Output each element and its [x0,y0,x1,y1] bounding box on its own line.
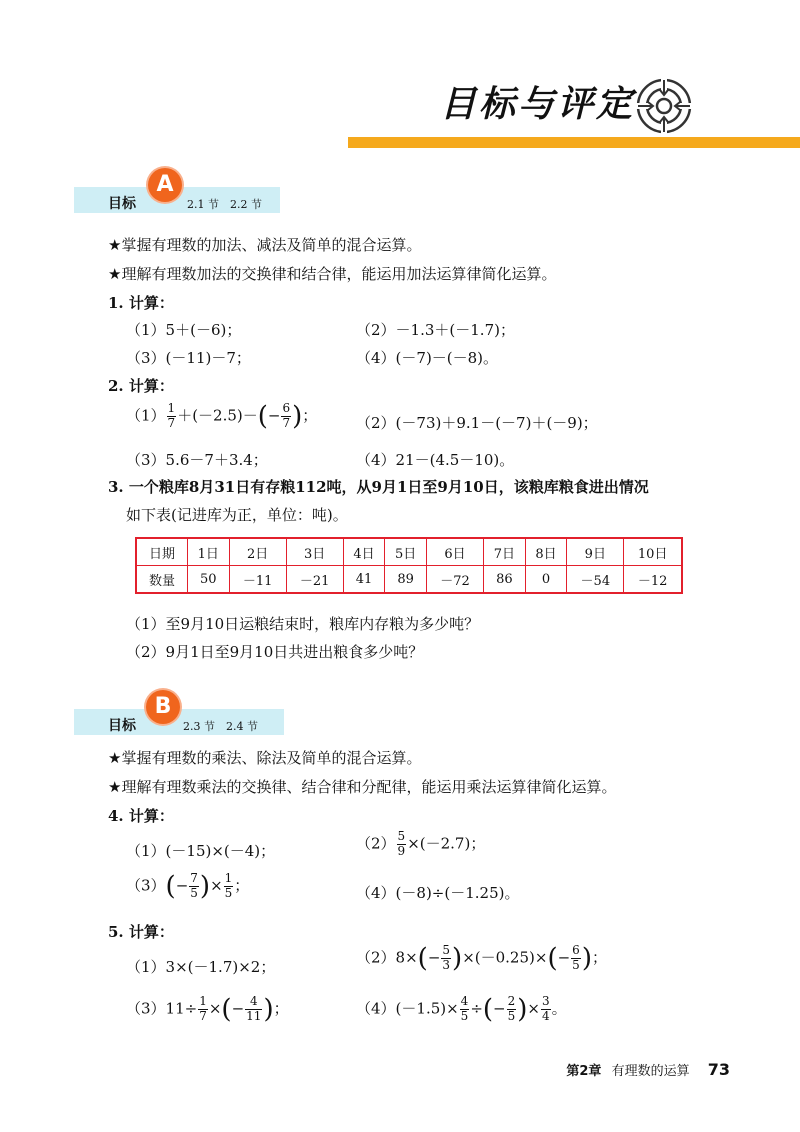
table-cell: 4日 [343,538,385,566]
table-cell: －21 [286,566,343,594]
table-cell: 6日 [426,538,483,566]
footer-chapter-name: 有理数的运算 [611,1064,690,1079]
page-title: 目标与评定 [439,83,635,125]
q2-item-3: （3）5.6－7＋3.4； [126,451,268,469]
q3-heading-line-1: 3. 一个粮库8月31日有存粮112吨，从9月1日至9月10日，该粮库粮食进出情况 [108,478,649,496]
goal-b-sections: 2.3 节 2.4 节 [183,720,258,733]
table-cell: 3日 [286,538,343,566]
table-cell: －54 [567,566,624,594]
q2-item-1: （1） $\frac{1}{7}$ ＋(－2.5)－(− $\frac{6}{7}$ )； [126,401,318,432]
table-cell: 86 [484,566,526,594]
q4-heading: 4. 计算： [108,807,174,825]
q5-item-3: （3）11÷ $\frac{1}{7}$ ×(− $\frac{4}{11}$ )； [126,994,289,1025]
q4-item-3: （3）(− $\frac{7}{5}$ )× $\frac{1}{5}$ ； [126,871,250,902]
q1-item-4: （4）(－7)－(－8)。 [356,349,499,367]
q5-item-2: （2）8×(− $\frac{5}{3}$ )×(－0.25)×(− $\frac{6}{5}$ )； [356,943,607,974]
goal-b-label: 目标 [108,718,136,734]
header-accent-bar [348,137,800,148]
table-cell: 5日 [385,538,427,566]
table-cell: 0 [525,566,567,594]
goal-a-badge: A [148,168,182,202]
goal-b-item-2: ★理解有理数乘法的交换律、结合律和分配律，能运用乘法运算律简化运算。 [108,778,617,796]
table-cell: 10日 [624,538,682,566]
q1-item-3: （3）(－11)－7； [126,349,251,367]
q5-heading: 5. 计算： [108,923,174,941]
table-cell: －12 [624,566,682,594]
table-row [136,566,682,594]
q3-heading-line-2: 如下表(记进库为正，单位：吨)。 [126,506,348,524]
table-cell: 50 [187,566,229,594]
goal-b-item-1: ★掌握有理数的乘法、除法及简单的混合运算。 [108,749,422,767]
goal-a-item-2: ★理解有理数加法的交换律和结合律，能运用加法运算律简化运算。 [108,265,557,283]
goal-a-sections: 2.1 节 2.2 节 [187,198,262,211]
goal-b-badge: B [146,690,180,724]
table-cell: 7日 [484,538,526,566]
footer-chapter: 第2章 [566,1064,602,1079]
q1-item-2: （2）－1.3＋(－1.7)； [356,321,515,339]
table-cell: 2日 [229,538,286,566]
table-cell: 89 [385,566,427,594]
page-footer [566,1060,730,1079]
page-number: 73 [707,1060,730,1079]
table-cell: －11 [229,566,286,594]
q1-heading: 1. 计算： [108,294,174,312]
q4-item-2: （2） $\frac{5}{9}$ ×(－2.7)； [356,829,486,858]
table-cell: 1日 [187,538,229,566]
q5-item-4: （4）(－1.5)× $\frac{4}{5}$ ÷(− $\frac{2}{5}$ )× $\frac{3}{4}$ 。 [356,994,567,1025]
table-row [136,538,682,566]
table-cell: 8日 [525,538,567,566]
q5-item-1: （1）3×(－1.7)×2； [126,958,276,976]
goal-a-item-1: ★掌握有理数的加法、减法及简单的混合运算。 [108,236,422,254]
q4-item-4: （4）(－8)÷(－1.25)。 [356,884,520,902]
q3-sub-2: （2）9月1日至9月10日共进出粮食多少吨？ [126,643,424,661]
q4-item-1: （1）(－15)×(－4)； [126,842,276,860]
grain-table [135,537,683,594]
table-cell: 41 [343,566,385,594]
goal-a-label: 目标 [108,196,136,212]
q3-sub-1: （1）至9月10日运粮结束时，粮库内存粮为多少吨？ [126,615,480,633]
q2-item-4: （4）21－(4.5－10)。 [356,451,515,469]
table-cell: －72 [426,566,483,594]
target-icon [634,76,694,136]
table-cell: 9日 [567,538,624,566]
q1-item-1: （1）5＋(－6)； [126,321,242,339]
table-cell: 数量 [136,566,187,594]
q2-item-2: （2）(－73)＋9.1－(－7)＋(－9)； [356,414,598,432]
table-cell: 日期 [136,538,187,566]
q2-heading: 2. 计算： [108,377,174,395]
